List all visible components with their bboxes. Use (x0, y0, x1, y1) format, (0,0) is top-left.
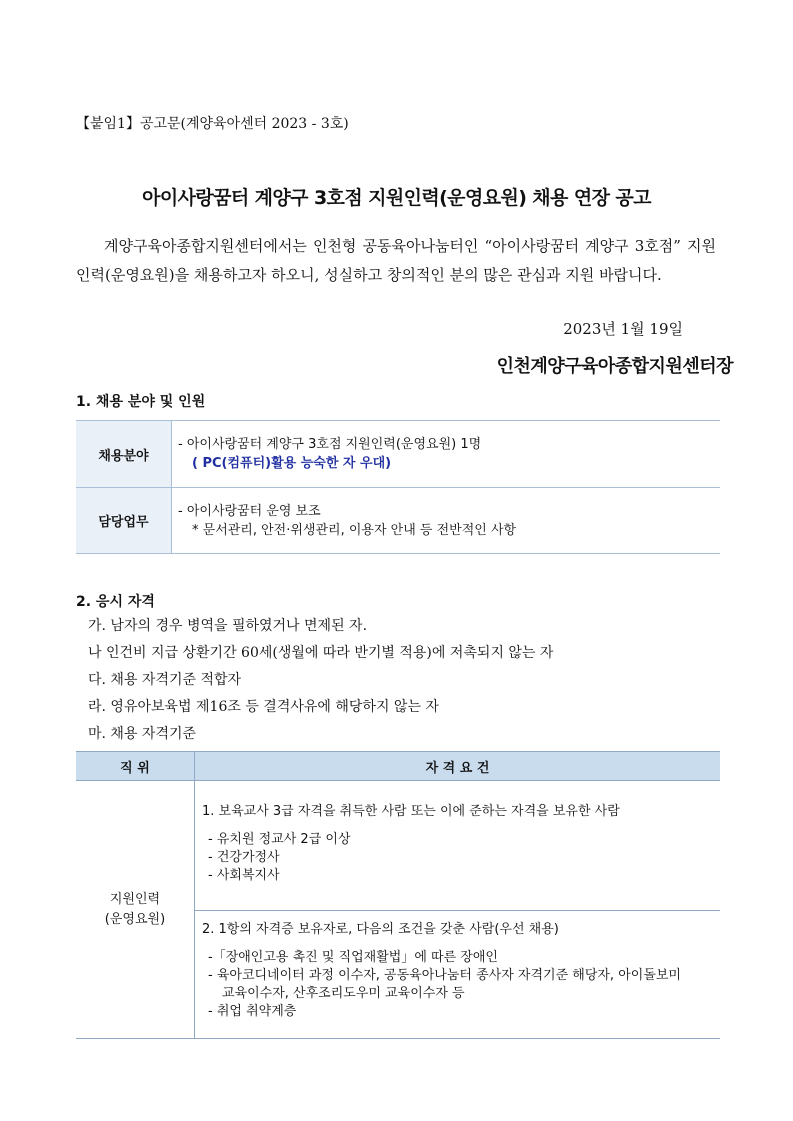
row-content (172, 488, 721, 554)
issuer-name: 인천계양구육아종합지원센터장 (496, 356, 733, 377)
row-line: - 아이사랑꿈터 운영 보조 (178, 503, 321, 519)
list-item: - 유치원 정교사 2급 이상 (208, 832, 351, 847)
table-row (76, 421, 720, 488)
list-item: 마. 채용 자격기준 (88, 726, 197, 742)
row-label: 채용분야 (76, 421, 172, 488)
list-item: 다. 채용 자격기준 적합자 (88, 672, 242, 688)
intro-text: 계양구육아종합지원센터에서는 인천형 공동육아나눔터인 “아이사랑꿈터 계양구 3호점” 지원인력(운영요원)을 채용하고자 하오니, 성실하고 창의적인 분의 많은 관심과 지원 바랍니다. (76, 237, 716, 284)
table-header-row (76, 752, 720, 781)
page-title: 아이사랑꿈터 계양구 3호점 지원인력(운영요원) 채용 연장 공고 (142, 187, 651, 209)
requirement-cell (195, 911, 721, 1039)
list-item: - 건강가정사 (208, 850, 280, 865)
row-content (172, 421, 721, 488)
list-item: 라. 영유아보육법 제16조 등 결격사유에 해당하지 않는 자 (88, 699, 439, 715)
position-cell (76, 781, 195, 1039)
list-item: - 취업 취약계층 (208, 1004, 297, 1019)
section2-heading: 2. 응시 자격 (76, 594, 155, 610)
qualification-list (88, 613, 553, 748)
list-item: 교육이수자, 산후조리도우미 교육이수자 등 (222, 986, 465, 1001)
list-item: -「장애인고용 촉진 및 직업재활법」에 따른 장애인 (208, 950, 498, 965)
criteria-table (76, 751, 720, 1039)
row-subline: * 문서관리, 안전·위생관리, 이용자 안내 등 전반적인 사항 (192, 522, 517, 538)
requirement-title: 1. 보육교사 3급 자격을 취득한 사람 또는 이에 준하는 자격을 보유한 사람 (202, 804, 620, 819)
table-row (76, 488, 720, 554)
notice-date: 2023년 1월 19일 (563, 320, 683, 338)
preference-note: ( PC(컴퓨터)활용 능숙한 자 우대) (192, 456, 392, 471)
col-requirements-header: 자 격 요 건 (195, 752, 721, 781)
requirement-cell (195, 781, 721, 911)
col-position-header: 직 위 (76, 752, 195, 781)
list-item: - 사회복지사 (208, 868, 280, 883)
position-sub: (운영요원) (104, 911, 166, 927)
table-row (76, 781, 720, 911)
requirement-items (196, 831, 719, 885)
requirement-items (196, 949, 719, 1021)
intro-paragraph (76, 232, 716, 290)
position-name: 지원인력 (109, 891, 161, 907)
attachment-label: 【붙임1】공고문(계양육아센터 2023 - 3호) (76, 116, 349, 132)
row-label: 담당업무 (76, 488, 172, 554)
row-line: - 아이사랑꿈터 계양구 3호점 지원인력(운영요원) 1명 (178, 437, 482, 452)
recruitment-table (76, 420, 720, 554)
list-item: - 육아코디네이터 과정 이수자, 공동육아나눔터 종사자 자격기준 해당자, 아이돌보미 (208, 968, 681, 983)
list-item: 나 인건비 지급 상환기간 60세(생월에 따라 반기별 적용)에 저촉되지 않는 자 (88, 645, 554, 661)
section1-heading: 1. 채용 분야 및 인원 (76, 394, 206, 410)
requirement-title: 2. 1항의 자격증 보유자로, 다음의 조건을 갖춘 사람(우선 채용) (202, 922, 559, 937)
list-item: 가. 남자의 경우 병역을 필하였거나 면제된 자. (88, 618, 368, 634)
